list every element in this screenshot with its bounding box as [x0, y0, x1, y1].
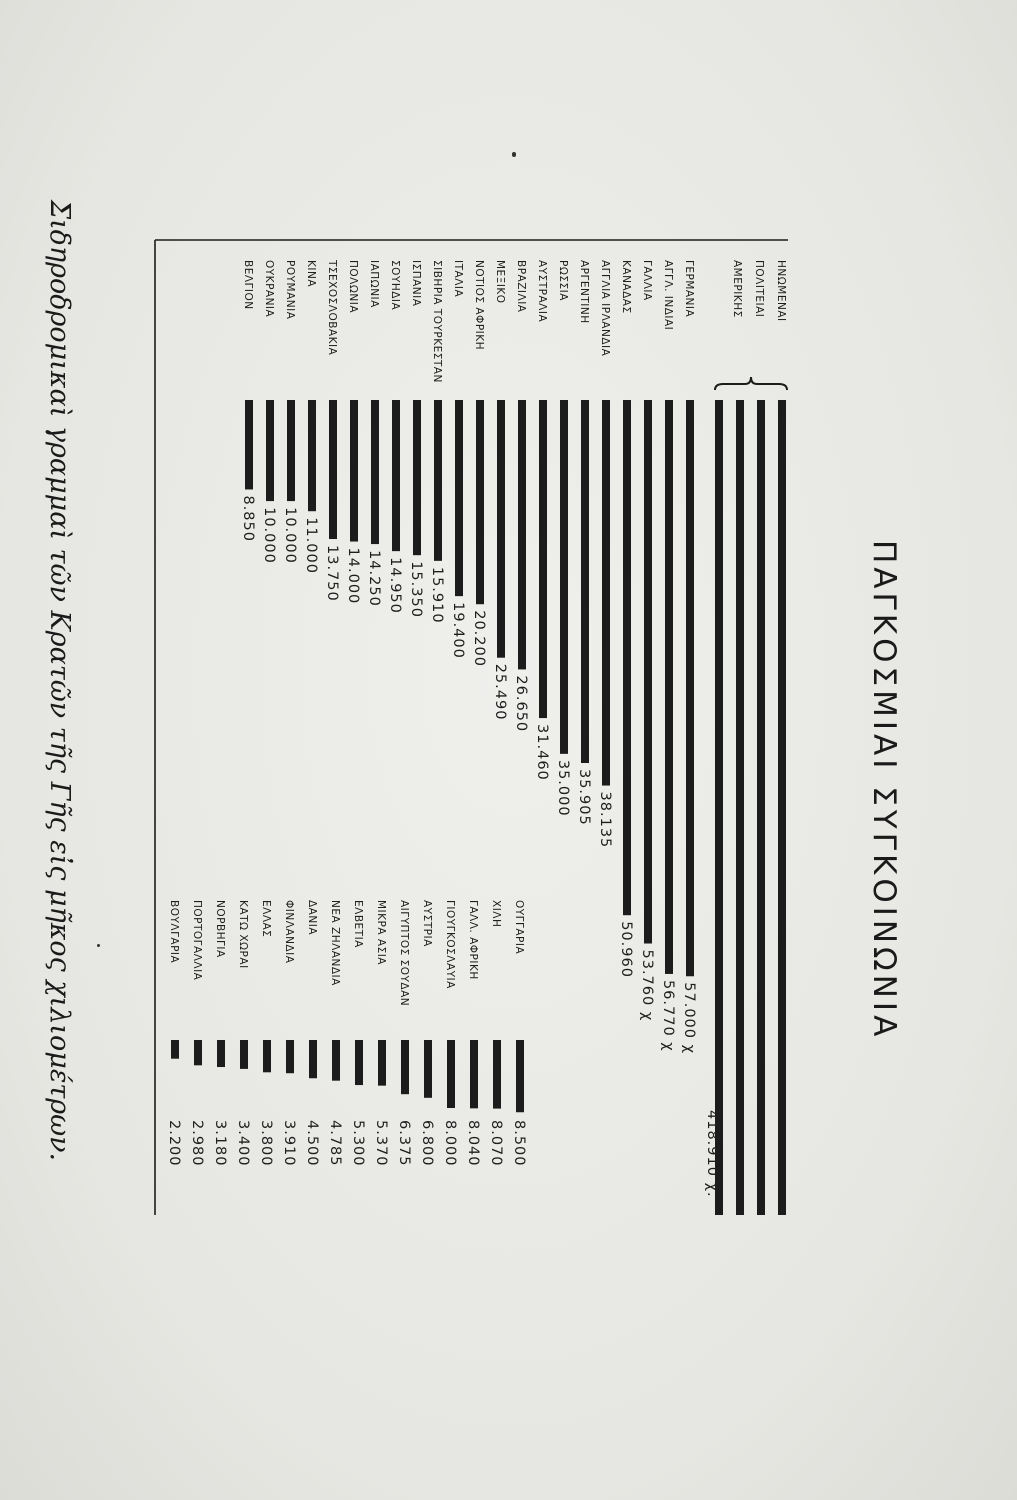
value-label: 38.135 [597, 791, 613, 849]
bar [581, 400, 589, 763]
category-label: ΡΩΣΣΙΑ [557, 260, 569, 301]
category-label: ΧΙΛΗ [490, 900, 502, 928]
right-chart-group [166, 900, 527, 1167]
category-label: ΦΙΝΛΑΝΔΙΑ [283, 900, 295, 964]
value-label: 8.500 [511, 1120, 527, 1167]
value-label: 20.200 [471, 610, 487, 667]
bar-usa-3 [736, 400, 744, 1215]
group-bracket [715, 377, 787, 390]
value-label: 3.180 [212, 1120, 228, 1167]
bar [355, 1040, 363, 1085]
category-label: ΒΡΑΖΙΛΙΑ [515, 260, 527, 313]
bar [434, 400, 442, 561]
category-label: ΠΟΡΤΟΓΑΛΛΙΑ [191, 900, 203, 981]
bar [309, 1040, 317, 1078]
bar [287, 400, 295, 501]
value-label: 4.500 [304, 1120, 320, 1167]
value-label: 35.000 [555, 759, 571, 817]
value-label: 2.980 [189, 1120, 205, 1167]
bar [371, 400, 379, 544]
value-label: 6.375 [396, 1120, 412, 1167]
category-label: ΕΛΛΑΣ [260, 900, 272, 938]
category-label: ΝΟΡΒΗΓΙΑ [214, 900, 226, 958]
bar [266, 400, 274, 501]
value-label: 4.785 [327, 1120, 343, 1167]
ink-speck [512, 152, 516, 157]
bar [539, 400, 547, 718]
bar [424, 1040, 432, 1098]
category-label: ΜΙΚΡΑ ΑΣΙΑ [375, 900, 387, 965]
value-label: 19.400 [450, 602, 466, 659]
bar [286, 1040, 294, 1073]
value-label: 5.370 [373, 1120, 389, 1167]
bar [497, 400, 505, 658]
value-label: 2.200 [166, 1120, 182, 1167]
value-label: 6.800 [419, 1120, 435, 1167]
bar [413, 400, 421, 555]
bar [350, 400, 358, 542]
value-label: 53.760 χ [639, 949, 655, 1022]
bar [560, 400, 568, 754]
category-label: ΑΥΣΤΡΑΛΙΑ [536, 260, 548, 323]
value-label: 8.070 [488, 1120, 504, 1167]
category-label: ΙΣΠΑΝΙΑ [410, 260, 422, 307]
value-label: 8.850 [240, 495, 256, 542]
category-label: ΑΓΓΛΙΑ ΙΡΛΑΝΔΙΑ [599, 260, 611, 357]
bar [518, 400, 526, 669]
group-bracket-value: 418.910 χ. [704, 1110, 720, 1198]
bar [332, 1040, 340, 1081]
bar-usa-1 [778, 400, 786, 1215]
bar [455, 400, 463, 596]
value-label: 3.400 [235, 1120, 251, 1167]
bar [329, 400, 337, 539]
bar [623, 400, 631, 915]
bar [476, 400, 484, 604]
category-label: ΙΤΑΛΙΑ [452, 260, 464, 298]
category-label: ΒΟΥΛΓΑΡΙΑ [168, 900, 180, 964]
value-label: 10.000 [282, 507, 298, 564]
bar [392, 400, 400, 551]
ink-speck [97, 944, 100, 947]
bar [470, 1040, 478, 1108]
category-label: ΓΑΛΛΙΑ [641, 260, 653, 301]
bar [644, 400, 652, 944]
value-label: 8.000 [442, 1120, 458, 1167]
value-label: 11.000 [303, 517, 319, 574]
category-label: ΚΙΝΑ [305, 260, 317, 288]
group-bracket-label: ΑΜΕΡΙΚΗΣ [731, 260, 743, 318]
category-label: ΝΕΑ ΖΗΛΑΝΔΙΑ [329, 900, 341, 986]
bar [171, 1040, 179, 1059]
category-label: ΑΓΓΛ. ΙΝΔΙΑΙ [662, 260, 674, 331]
value-label: 3.800 [258, 1120, 274, 1167]
value-label: 26.650 [513, 675, 529, 733]
category-label: ΟΥΚΡΑΝΙΑ [263, 260, 275, 318]
category-label: ΓΑΛΛ. ΑΦΡΙΚΗ [467, 900, 479, 980]
bar [602, 400, 610, 786]
group-bracket-label: ΠΟΛΙΤΕΙΑΙ [753, 260, 765, 318]
bar [263, 1040, 271, 1072]
chart-title: ΠΑΓΚΟΣΜΙΑΙ ΣΥΓΚΟΙΝΩΝΙΑ [866, 540, 902, 1041]
category-label: ΟΥΓΓΑΡΙΑ [513, 900, 525, 955]
value-label: 14.950 [387, 557, 403, 614]
value-label: 25.490 [492, 663, 508, 721]
category-label: ΣΟΥΗΔΙΑ [389, 260, 401, 311]
bar [493, 1040, 501, 1109]
category-label: ΑΙΓΥΠΤΟΣ ΣΟΥΔΑΝ [398, 900, 410, 1007]
category-label: ΤΣΕΧΟΣΛΟΒΑΚΙΑ [326, 260, 338, 356]
category-label: ΡΟΥΜΑΝΙΑ [284, 260, 296, 320]
value-label: 56.770 χ [660, 979, 676, 1052]
bar [245, 400, 253, 489]
bar [217, 1040, 225, 1067]
bar [378, 1040, 386, 1086]
value-label: 10.000 [261, 507, 277, 564]
category-label: ΙΑΠΩΝΙΑ [368, 260, 380, 308]
value-label: 15.350 [408, 561, 424, 618]
bar [665, 400, 673, 974]
bar [686, 400, 694, 976]
category-label: ΚΑΝΑΔΑΣ [620, 260, 632, 314]
value-label: 3.910 [281, 1120, 297, 1167]
value-label: 5.300 [350, 1120, 366, 1167]
category-label: ΜΕΞΙΚΟ [494, 260, 506, 304]
value-label: 13.750 [324, 545, 340, 602]
value-label: 14.250 [366, 550, 382, 607]
bar [447, 1040, 455, 1108]
value-label: 8.040 [465, 1120, 481, 1167]
category-label: ΒΕΛΓΙΟΝ [242, 260, 254, 310]
bar-usa-4 [715, 400, 723, 1215]
left-chart-group [240, 259, 787, 1215]
railway-chart [166, 160, 930, 1430]
group-bracket-label: ΗΝΩΜΕΝΑΙ [775, 260, 787, 322]
rotated-sheet [44, 160, 930, 1430]
figure-caption: Σιδηροδρομικαὶ γραμμαὶ τῶν Κρατῶν τῆς Γῆς εἰς μῆκος χιλιομέτρων. [44, 200, 75, 1162]
value-label: 57.000 χ [681, 982, 697, 1055]
value-label: 50.960 [618, 921, 634, 978]
value-label: 35.905 [576, 768, 592, 826]
category-label: ΣΙΒΗΡΙΑ ΤΟΥΡΚΕΣΤΑΝ [431, 260, 443, 383]
bar [194, 1040, 202, 1065]
category-label: ΔΑΝΙΑ [306, 900, 318, 935]
bar [308, 400, 316, 511]
category-label: ΓΙΟΥΓΚΟΣΛΑΥΙΑ [444, 900, 456, 989]
category-label: ΑΥΣΤΡΙΑ [421, 900, 433, 947]
category-label: ΓΕΡΜΑΝΙΑ [683, 260, 695, 318]
category-label: ΠΟΛΩΝΙΑ [347, 260, 359, 314]
value-label: 14.000 [345, 547, 361, 605]
value-label: 31.460 [534, 724, 550, 781]
bar [401, 1040, 409, 1094]
category-label: ΕΛΒΕΤΙΑ [352, 900, 364, 948]
bar [516, 1040, 524, 1112]
bar [240, 1040, 248, 1069]
value-label: 15.910 [429, 566, 445, 624]
bar-usa-2 [757, 400, 765, 1215]
category-label: ΝΟΤΙΟΣ ΑΦΡΙΚΗ [473, 260, 485, 351]
category-label: ΑΡΓΕΝΤΙΝΗ [578, 260, 590, 324]
category-label: ΚΑΤΩ ΧΩΡΑΙ [237, 900, 249, 969]
